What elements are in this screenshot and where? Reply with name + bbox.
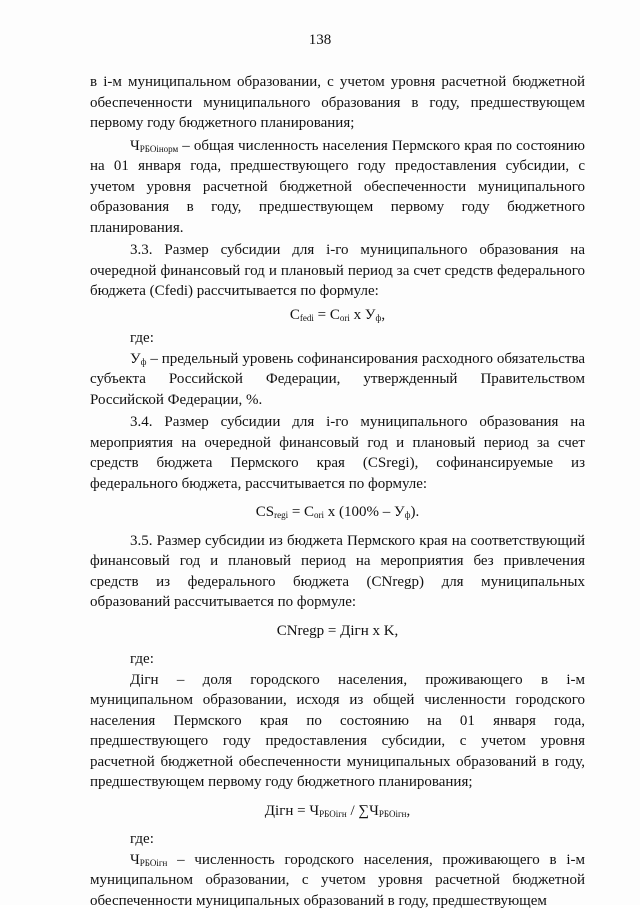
paragraph-continuation: в i-м муниципальном образовании, с учетом уровня расчетной бюджетной обеспеченности муниципального образования в году, предшествующем первому году бюджетного планирования;: [90, 72, 585, 134]
formula-part: = C: [314, 307, 340, 323]
formula-subscript: РБОiгн: [379, 809, 407, 819]
formula-part: x У: [350, 307, 376, 323]
formula-part: = C: [288, 504, 314, 520]
formula-subscript: ф: [376, 313, 382, 323]
formula-part: ,: [381, 307, 385, 323]
symbol-subscript: РБОiгн: [140, 858, 168, 868]
where-label: где:: [130, 328, 585, 349]
formula-part: ,: [406, 803, 410, 819]
formula-part: Дiгн = Ч: [265, 803, 319, 819]
formula-subscript: ori: [340, 313, 350, 323]
formula-part: C: [290, 307, 300, 323]
section-3-4: 3.4. Размер субсидии для i-го муниципального образования на мероприятия на очередной финансовый год и плановый период за счет средств бюджета Пермского края (CSregi), софинансируемые из федерального бюджета, рассчитывается по формуле:: [90, 412, 585, 494]
formula-subscript: regi: [274, 510, 288, 520]
formula-part: ).: [411, 504, 420, 520]
formula-cnregp: CNregp = Дiгн x K,: [90, 621, 585, 642]
formula-cfedi: [90, 305, 585, 326]
section-3-3: 3.3. Размер субсидии для i-го муниципального образования на очередной финансовый год и плановый период за счет средств федерального бюджета (Cfedi) рассчитывается по формуле:: [90, 240, 585, 302]
formula-subscript: ф: [405, 510, 411, 520]
formula-digi: [90, 801, 585, 822]
definition-text: – численность городского населения, проживающего в i-м муниципальном образовании, с учетом уровня расчетной бюджетной обеспеченности муниципальных образований в году, предшествующем: [90, 852, 585, 909]
document-body: [90, 72, 585, 911]
formula-subscript: ori: [314, 510, 324, 520]
formula-csregi: [90, 502, 585, 523]
formula-subscript: fedi: [300, 313, 314, 323]
section-3-5: 3.5. Размер субсидии из бюджета Пермского края на соответствующий финансовый год и плановый период на мероприятия без привлечения средств из федерального бюджета (CNregp) для муниципальных образований рассчитывается по формуле:: [90, 531, 585, 613]
formula-part: x (100% – У: [324, 504, 405, 520]
symbol-subscript: ф: [141, 357, 147, 367]
page-number: 138: [0, 32, 640, 49]
definition-text: – общая численность населения Пермского края по состоянию на 01 января года, предшествующего году предоставления субсидии, с учетом уровня расчетной бюджетной обеспеченности муниципального образования в году, предшествующем первому году бюджетного планирования.: [90, 138, 585, 236]
where-label: где:: [130, 649, 585, 670]
symbol-ch: Ч: [130, 852, 140, 868]
definition-chrbo-ign: [90, 850, 585, 911]
formula-part: / ∑Ч: [347, 803, 379, 819]
where-label: где:: [130, 829, 585, 850]
definition-uf: [90, 349, 585, 411]
symbol-subscript: РБОiнорм: [140, 144, 179, 154]
formula-subscript: РБОiгн: [319, 809, 347, 819]
symbol-u: У: [130, 351, 141, 367]
definition-chrbo-inorm: [90, 136, 585, 239]
definition-text: – предельный уровень софинансирования расходного обязательства субъекта Российской Федерации, утвержденный Правительством Российской Федерации, %.: [90, 351, 585, 408]
definition-digi: Дiгн – доля городского населения, проживающего в i-м муниципальном образовании, исходя из общей численности городского населения Пермского края по состоянию на 01 января года, предшествующего году предоставления субсидии, с учетом уровня расчетной бюджетной обеспеченности муниципальных образований в году, предшествующем первому году бюджетного планирования;: [90, 670, 585, 793]
formula-part: CS: [256, 504, 274, 520]
symbol-ch: Ч: [130, 138, 140, 154]
